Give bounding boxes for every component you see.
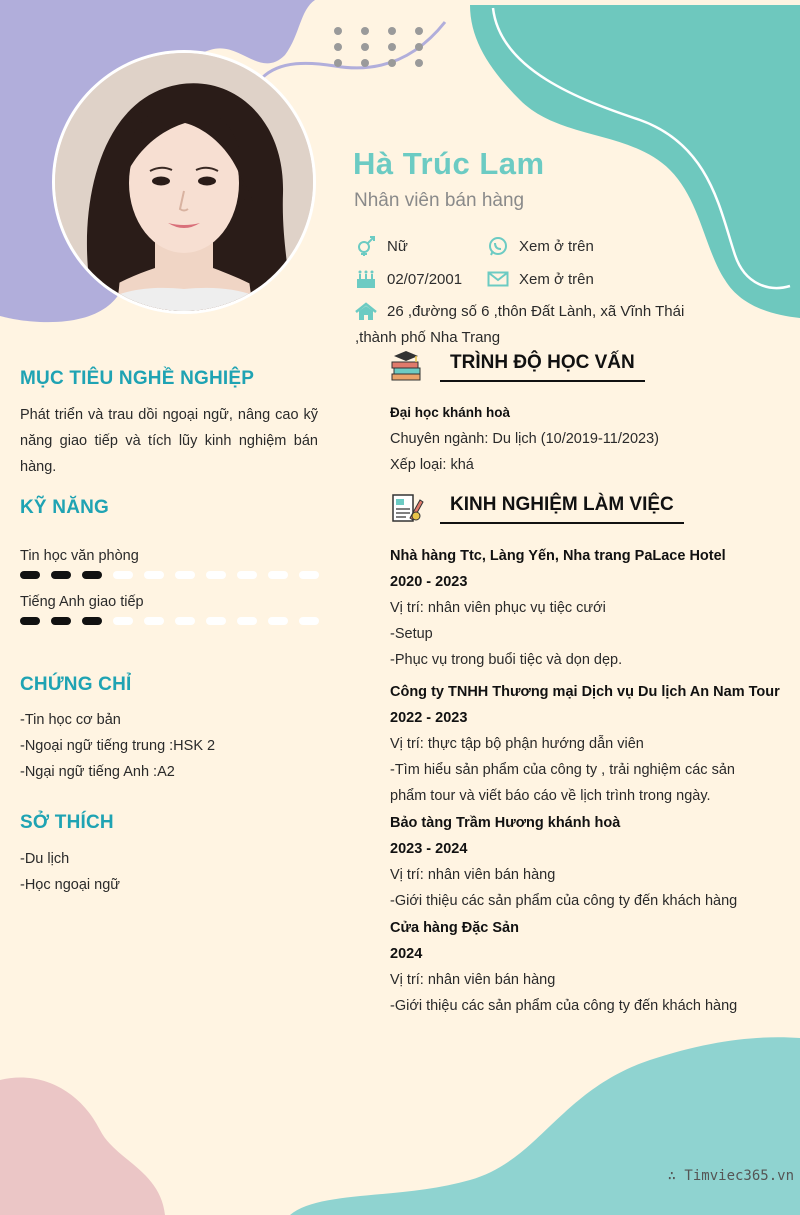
job-2 [390,679,780,809]
phone-row [487,236,594,256]
job-4 [390,915,780,1019]
job-period: 2020 - 2023 [390,574,468,590]
skill-dot-empty [206,571,226,579]
candidate-name: Hà Trúc Lam [353,146,545,181]
whatsapp-icon [487,236,509,256]
gender-value: Nữ [387,237,408,255]
experience-document-icon [390,492,424,524]
skill-dot-filled [20,571,40,579]
job-line: -Giới thiệu các sản phẩm của công ty đến khách hàng [390,893,738,909]
job-1 [390,543,780,673]
skill-dot-filled [20,617,40,625]
skill-dot-empty [113,571,133,579]
job-line: -Giới thiệu các sản phẩm của công ty đến khách hàng [390,998,738,1014]
job-line: Vị trí: thực tập bộ phận hướng dẫn viên [390,736,644,752]
skill-dot-empty [144,617,164,625]
skill-dot-empty [237,617,257,625]
job-3 [390,810,780,914]
watermark: ∴ Timviec365.vn [667,1168,794,1184]
certificate-item: -Ngoại ngữ tiếng trung :HSK 2 [20,738,216,754]
hobby-item: -Học ngoại ngữ [20,877,120,893]
job-title: Nhân viên bán hàng [354,190,525,211]
job-line: Vị trí: nhân viên phục vụ tiệc cưới [390,600,606,616]
job-line: -Setup [390,626,433,642]
experience-heading-row [390,492,684,524]
skill-dot-empty [237,571,257,579]
job-period: 2022 - 2023 [390,710,468,726]
skill-dot-empty [299,617,319,625]
skill-dot-empty [175,617,195,625]
education-major: Chuyên ngành: Du lịch (10/2019-11/2023) [390,431,659,447]
birthday-value: 02/07/2001 [387,270,463,288]
dot-grid [334,27,423,67]
skill-dot-empty [299,571,319,579]
certificate-item: -Ngại ngữ tiếng Anh :A2 [20,764,175,780]
skill-dot-filled [82,617,102,625]
home-icon [355,302,377,322]
skill-bar-office [20,571,319,579]
skill-dot-filled [82,571,102,579]
job-line: Vị trí: nhân viên bán hàng [390,972,556,988]
certificates-list [20,707,215,785]
address-row [355,302,684,351]
skill-dot-filled [51,617,71,625]
hobbies-heading: SỞ THÍCH [20,812,114,833]
certificates-heading: CHỨNG CHỈ [20,674,132,695]
job-period: 2023 - 2024 [390,841,468,857]
education-school: Đại học khánh hoà [390,405,511,420]
email-row [487,269,594,289]
skill-label-office: Tin học văn phòng [20,548,139,564]
skill-label-english: Tiếng Anh giao tiếp [20,594,144,610]
skill-dot-empty [144,571,164,579]
education-heading-row [390,350,645,382]
address-line2: ,thành phố Nha Trang [355,329,501,346]
teal-blob-bottom [290,1037,800,1215]
job-company: Bảo tàng Trầm Hương khánh hoà [390,815,621,831]
education-block [390,400,659,478]
phone-value: Xem ở trên [519,237,594,255]
objective-text: Phát triển và trau dồi ngoại ngữ, nâng cao kỹ năng giao tiếp và tích lũy kinh nghiệm bán hàng. [20,407,318,475]
skill-bar-english [20,617,319,625]
email-value: Xem ở trên [519,270,594,288]
avatar [52,50,316,314]
gender-icon [355,236,377,256]
birthday-cake-icon [355,269,377,289]
skill-dot-filled [51,571,71,579]
hobbies-list [20,846,120,898]
address-line1: 26 ,đường số 6 ,thôn Đất Lành, xã Vĩnh Thái [387,303,685,320]
skill-dot-empty [113,617,133,625]
birthday-row [355,269,462,289]
objective-heading: MỤC TIÊU NGHỀ NGHIỆP [20,368,255,389]
job-company: Cửa hàng Đặc Sản [390,920,519,936]
job-company: Nhà hàng Ttc, Làng Yến, Nha trang PaLace Hotel [390,548,726,564]
job-line: -Phục vụ trong buổi tiệc và dọn dẹp. [390,652,623,668]
education-grade: Xếp loại: khá [390,457,474,473]
hobby-item: -Du lịch [20,851,70,867]
job-company: Công ty TNHH Thương mại Dịch vụ Du lịch An Nam Tour [390,684,780,700]
job-line: Vị trí: nhân viên bán hàng [390,867,556,883]
education-heading: TRÌNH ĐỘ HỌC VẤN [440,352,645,382]
experience-heading: KINH NGHIỆM LÀM VIỆC [440,494,684,524]
job-line: -Tìm hiểu sản phẩm của công ty , trải nghiệm các sản phẩm tour và viết báo cáo về lịch trình trong ngày. [390,762,735,804]
skills-heading: KỸ NĂNG [20,497,110,518]
envelope-icon [487,269,509,289]
skill-dot-empty [268,571,288,579]
job-period: 2024 [390,946,423,962]
skill-dot-empty [175,571,195,579]
gender-row [355,236,408,256]
graduation-books-icon [390,350,424,382]
certificate-item: -Tin học cơ bản [20,712,121,728]
skill-dot-empty [268,617,288,625]
skill-dot-empty [206,617,226,625]
pink-blob [0,1077,165,1215]
